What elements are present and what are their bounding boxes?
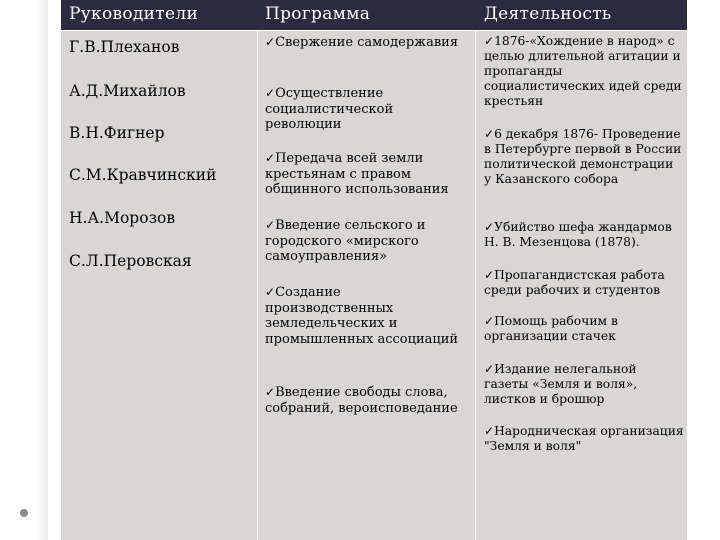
check-icon: ✓ <box>265 385 276 399</box>
program-text: Введение сельского и городского «мирского самоуправления» <box>265 218 426 264</box>
activity-item <box>484 127 684 187</box>
program-item <box>265 86 471 133</box>
header-program: Программа <box>265 4 371 24</box>
activity-text: Убийство шефа жандармов Н. В. Мезенцова (1878). <box>484 220 672 249</box>
program-text: Создание производственных земледельческих и промышленных ассоциаций <box>265 285 459 347</box>
activity-item <box>484 314 684 344</box>
header-leaders: Руководители <box>69 4 199 24</box>
activity-item <box>484 220 684 250</box>
check-icon: ✓ <box>484 362 495 376</box>
check-icon: ✓ <box>265 35 276 49</box>
leader-name: С.М.Кравчинский <box>69 166 217 184</box>
header-activity: Деятельность <box>484 4 612 24</box>
column-divider <box>475 30 476 540</box>
leader-name: С.Л.Перовская <box>69 252 192 270</box>
check-icon: ✓ <box>484 314 495 328</box>
program-item <box>265 151 471 198</box>
check-icon: ✓ <box>265 151 276 165</box>
activity-text: Издание нелегальной газеты «Земля и воля», листков и брошюр <box>484 362 638 406</box>
activity-text: Пропагандистская работа среди рабочих и студентов <box>484 268 665 297</box>
check-icon: ✓ <box>265 285 276 299</box>
leader-name: А.Д.Михайлов <box>69 82 186 100</box>
program-text: Свержение самодержавия <box>275 35 459 50</box>
activity-item <box>484 362 684 407</box>
comparison-table <box>61 0 687 540</box>
activity-item <box>484 424 684 454</box>
program-item <box>265 385 471 416</box>
activity-text: Народническая организация "Земля и воля" <box>484 424 684 453</box>
program-item <box>265 218 471 265</box>
activity-text: Помощь рабочим в организации стачек <box>484 314 618 343</box>
activity-item <box>484 268 684 298</box>
leader-name: В.Н.Фигнер <box>69 124 165 142</box>
activity-text: 6 декабря 1876- Проведение в Петербурге первой в России политической демонстрации у Казанского собора <box>484 127 682 186</box>
check-icon: ✓ <box>484 268 495 282</box>
check-icon: ✓ <box>484 127 495 141</box>
bullet-dot <box>20 509 28 517</box>
program-text: Введение свободы слова, собраний, вероисповедание <box>265 385 458 416</box>
check-icon: ✓ <box>484 424 495 438</box>
program-item <box>265 35 471 51</box>
check-icon: ✓ <box>484 220 495 234</box>
activity-item <box>484 34 684 109</box>
check-icon: ✓ <box>484 34 495 48</box>
check-icon: ✓ <box>265 86 276 100</box>
table-header <box>61 0 687 31</box>
check-icon: ✓ <box>265 218 276 232</box>
program-item <box>265 285 471 347</box>
activity-text: 1876-«Хождение в народ» с целью длительной агитации и пропаганды социалистических идей среди крестьян <box>484 34 682 108</box>
program-text: Передача всей земли крестьянам с правом общинного использования <box>265 151 449 197</box>
leader-name: Н.А.Морозов <box>69 209 176 227</box>
column-divider <box>257 30 258 540</box>
leader-name: Г.В.Плеханов <box>69 38 180 56</box>
program-text: Осуществление социалистической революции <box>265 86 394 132</box>
